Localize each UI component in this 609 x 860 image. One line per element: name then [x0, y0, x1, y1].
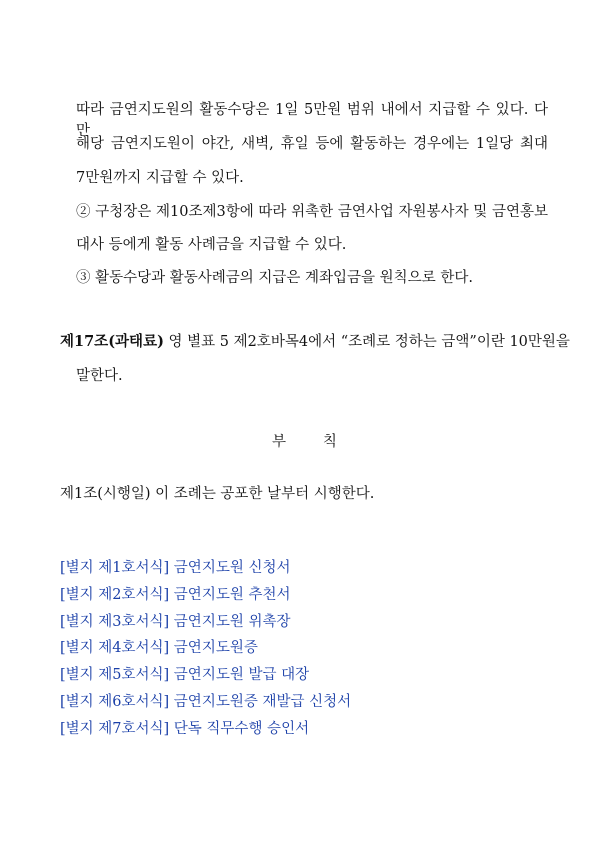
article16-line-1: 따라 금연지도원의 활동수당은 1일 5만원 범위 내에서 지급할 수 있다. 다만 — [76, 102, 548, 139]
supplementary-article1: 제1조(시행일) 이 조례는 공포한 날부터 시행한다. — [60, 486, 375, 502]
article16-para2-line-1: ② 구청장은 제10조제3항에 따라 위촉한 금연사업 자원봉사자 및 금연홍보 — [76, 204, 548, 220]
article17-text: 영 별표 5 제2호바목4에서 “조례로 정하는 금액”이란 10만원을 — [163, 334, 570, 350]
article17-heading: 제17조(과태료) — [60, 333, 164, 350]
annex-form-2[interactable]: [별지 제2호서식] 금연지도원 추천서 — [60, 587, 291, 603]
article16-para2-line-2: 대사 등에게 활동 사례금을 지급할 수 있다. — [76, 237, 347, 253]
article16-para3: ③ 활동수당과 활동사례금의 지급은 계좌입금을 원칙으로 한다. — [76, 270, 473, 286]
article17-line-2: 말한다. — [76, 368, 123, 384]
annex-form-4[interactable]: [별지 제4호서식] 금연지도원증 — [60, 640, 258, 656]
article17-line-1 — [60, 330, 570, 351]
article16-line-2: 해당 금연지도원이 야간, 새벽, 휴일 등에 활동하는 경우에는 1일당 최대 — [76, 136, 548, 152]
annex-form-7[interactable]: [별지 제7호서식] 단독 직무수행 승인서 — [60, 721, 310, 737]
article16-line-3: 7만원까지 지급할 수 있다. — [76, 170, 244, 186]
annex-form-1[interactable]: [별지 제1호서식] 금연지도원 신청서 — [60, 560, 291, 576]
annex-form-3[interactable]: [별지 제3호서식] 금연지도원 위촉장 — [60, 614, 291, 630]
supplementary-title: 부 칙 — [272, 434, 337, 450]
annex-form-5[interactable]: [별지 제5호서식] 금연지도원 발급 대장 — [60, 667, 310, 683]
annex-form-6[interactable]: [별지 제6호서식] 금연지도원증 재발급 신청서 — [60, 694, 352, 710]
